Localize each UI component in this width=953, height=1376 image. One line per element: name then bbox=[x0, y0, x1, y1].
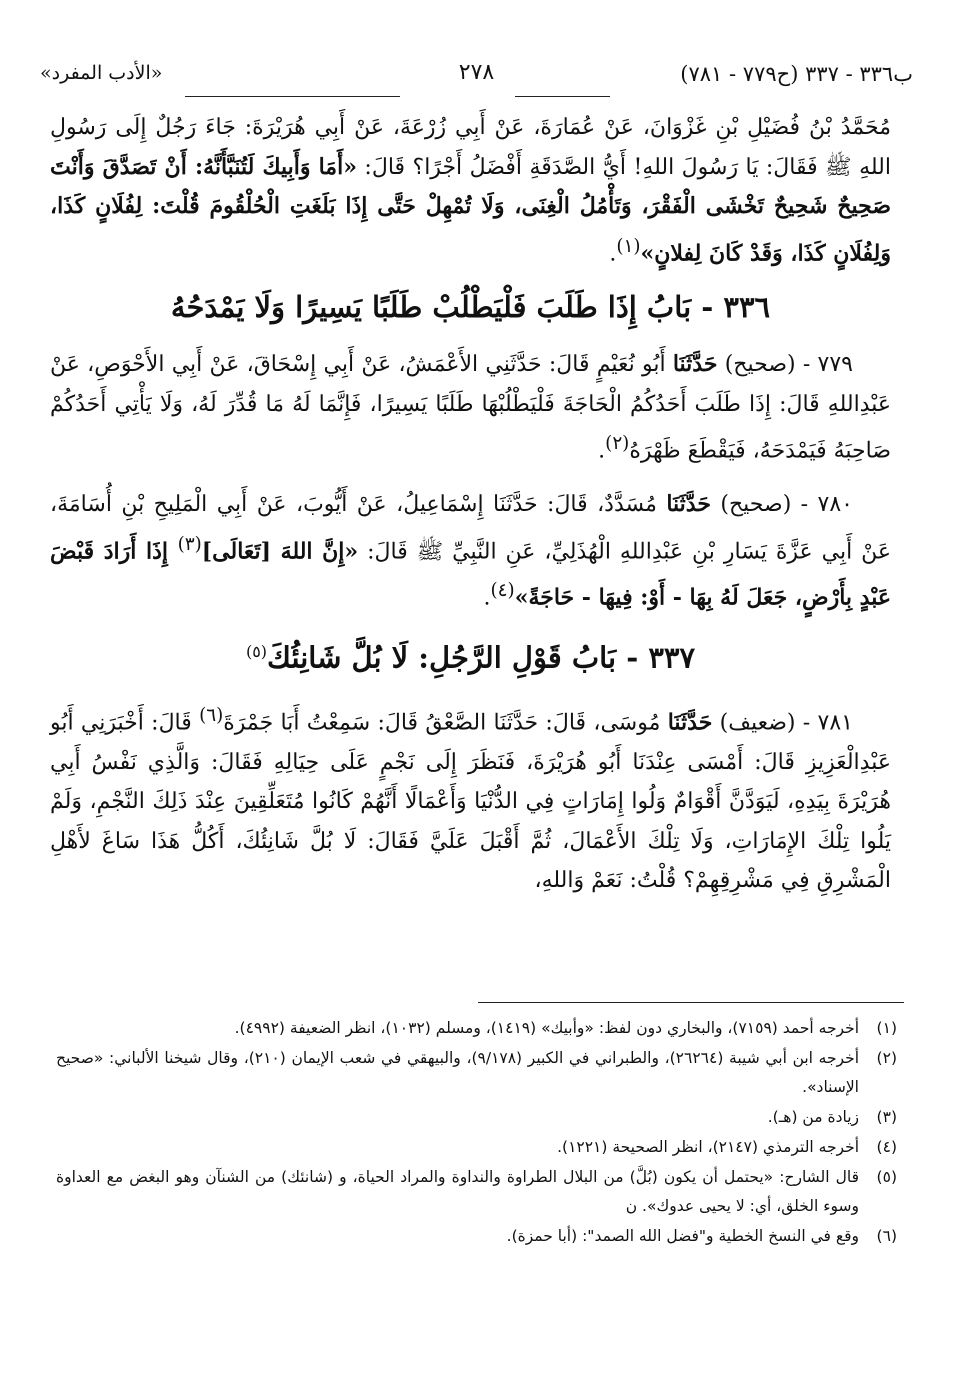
intro-hadith-text: «أَمَا وَأَبِيكَ لَتُنَبَّأَنَّهُ: أَنْ تَصَدَّقَ وَأَنْتَ صَحِيحٌ شَحِيحٌ تَخْشَى الْفَقْرَ، وَتَأْمُلُ الْغِنَى، وَلَا تُمْهِلْ حَتَّى إِذَا بَلَغَتِ الْحُلْقُومَ قُلْتَ: لِفُلَانٍ كَذَا، وَلِفُلَانٍ كَذَا، وَقَدْ كَانَ لِفلانٍ» bbox=[50, 153, 891, 266]
chapter-heading-337: ٣٣٧ - بَابُ قَوْلِ الرَّجُلِ: لَا بُلَّ شَانِئُكَ$^{(٥)}$ bbox=[245, 640, 696, 675]
footnote-text: أخرجه ابن أبي شيبة (٢٦٢٦٤)، والطبراني في الكبير (٩/١٧٨)، والبيهقي في شعب الإيمان (٢١٠)، وقال شيخنا الألباني: «صحيح الإسناد». bbox=[56, 1049, 859, 1096]
footnote-item bbox=[56, 1014, 897, 1043]
footnote-number: (٦) bbox=[876, 1227, 897, 1245]
header-rule-right bbox=[515, 96, 610, 97]
footnotes bbox=[56, 1014, 897, 1251]
footnote-ref-2: (٢) bbox=[605, 433, 630, 455]
chapter-heading-336: ٣٣٦ - بَابُ إِذَا طَلَبَ فَلْيَطْلُبْ طَلَبًا يَسِيرًا وَلَا يَمْدَحُهُ bbox=[170, 290, 771, 325]
footnote-ref-5: (٥) bbox=[245, 642, 268, 662]
footnote-separator bbox=[478, 1002, 904, 1003]
footnote-text: زيادة من (هـ). bbox=[767, 1108, 859, 1126]
hadith-780: ٧٨٠ - (صحيح) حَدَّثَنَا مُسَدَّدٌ، قَالَ: حَدَّثَنَا إِسْمَاعِيلُ، عَنْ أَيُّوبَ، عَنْ أَبِي الْمَلِيحِ بْنِ أُسَامَةَ، عَنْ أَبِي عَزَّةَ يَسَارِ بْنِ عَبْدِاللهِ الْهُذَلِيِّ، عَنِ النَّبِيِّ ﷺ قَالَ: «إِنَّ اللهَ [تَعَالَى]$^{(٣)}$ إِذَا أَرَادَ قَبْضَ عَبْدٍ بِأَرْضٍ، جَعَلَ لَهُ بِهَا - أَوْ: فِيهَا - حَاجَةً»$^{(٤)}$. bbox=[50, 491, 891, 611]
hadith-779: ٧٧٩ - (صحيح) حَدَّثَنَا أَبُو نُعَيْمٍ قَالَ: حَدَّثَنِي الأَعْمَشُ، عَنْ أَبِي إِسْحَاقَ، عَنْ أَبِي الأَحْوَصِ، عَنْ عَبْدِاللهِ قَالَ: إِذَا طَلَبَ أَحَدُكُمُ الْحَاجَةَ فَلْيَطْلُبْهَا طَلَبًا يَسِيرًا، فَإِنَّمَا لَهُ مَا قُدِّرَ لَهُ، وَلَا يَأْتِي أَحَدُكُمْ صَاحِبَهُ فَيَمْدَحَهُ، فَيَقْطَعَ ظَهْرَهُ$^{(٢)}$. bbox=[50, 351, 891, 464]
footnote-ref-4: (٤) bbox=[490, 580, 515, 602]
page-range: ب٣٣٦ - ٣٣٧ (ح٧٧٩ - ٧٨١) bbox=[680, 62, 913, 86]
footnote-number: (٥) bbox=[876, 1168, 897, 1186]
book-title: «الأدب المفرد» bbox=[40, 62, 163, 84]
footnote-text: قال الشارح: «يحتمل أن يكون (بُلَّ) من البلال الطراوة والنداوة والمراد الحياة، و (شانئك) من الشنآن وهو البغض مع العداوة وسوء الخلق، أي: لا يحيى عدوك». ن bbox=[56, 1168, 859, 1215]
footnote-text: وقع في النسخ الخطية و"فضل الله الصمد": (أبا حمزة). bbox=[506, 1227, 859, 1245]
page-header bbox=[40, 60, 913, 100]
footnote-text: أخرجه أحمد (٧١٥٩)، والبخاري دون لفظ: «وأبيك» (١٤١٩)، ومسلم (١٠٣٢)، انظر الضعيفة (٤٩٩٢). bbox=[234, 1019, 859, 1037]
intro-paragraph: مُحَمَّدُ بْنُ فُضَيْلِ بْنِ غَزْوَانَ، عَنْ عُمَارَةَ، عَنْ أَبِي زُرْعَةَ، عَنْ أَبِي هُرَيْرَةَ: جَاءَ رَجُلٌ إِلَى رَسُولِ اللهِ ﷺ فَقَالَ: يَا رَسُولَ اللهِ! أَيُّ الصَّدَقَةِ أَفْضَلُ أَجْرًا؟ قَالَ: «أَمَا وَأَبِيكَ لَتُنَبَّأَنَّهُ: أَنْ تَصَدَّقَ وَأَنْتَ صَحِيحٌ شَحِيحٌ تَخْشَى الْفَقْرَ، وَتَأْمُلُ الْغِنَى، وَلَا تُمْهِلْ حَتَّى إِذَا بَلَغَتِ الْحُلْقُومَ قُلْتَ: لِفُلَانٍ كَذَا، وَلِفُلَانٍ كَذَا، وَقَدْ كَانَ لِفلانٍ»$^{(١)}$. bbox=[50, 115, 891, 266]
footnote-item bbox=[56, 1044, 897, 1102]
footnote-number: (٤) bbox=[876, 1138, 897, 1156]
page-body bbox=[50, 108, 891, 901]
footnote-number: (٣) bbox=[876, 1108, 897, 1126]
hadith-781: ٧٨١ - (ضعيف) حَدَّثَنَا مُوسَى، قَالَ: حَدَّثَنَا الصَّعْقُ قَالَ: سَمِعْتُ أَبَا جَمْرَةَ$^{(٦)}$ قَالَ: أَخْبَرَنِي أَبُو عَبْدِالْعَزِيزِ قَالَ: أَمْسَى عِنْدَنَا أَبُو هُرَيْرَةَ، فَنَظَرَ إِلَى نَجْمٍ عَلَى حِيَالِهِ فَقَالَ: وَالَّذِي نَفْسُ أَبِي هُرَيْرَةَ بِيَدِهِ، لَيَوَدَّنَّ أَقْوَامٌ وَلُوا إِمَارَاتٍ فِي الدُّنْيَا وَأَعْمَالًا أَنَّهُمْ كَانُوا مُتَعَلِّقِينَ عِنْدَ ذَلِكَ النَّجْمِ، وَلَمْ يَلُوا تِلْكَ الإِمَارَاتِ، وَلَا تِلْكَ الأَعْمَالَ، ثُمَّ أَقْبَلَ عَلَيَّ فَقَالَ: لَا بُلَّ شَانِئُكَ، أَكُلُّ هَذَا سَاغَ لأَهْلِ الْمَشْرِقِ فِي مَشْرِقِهِمْ؟ قُلْتُ: نَعَمْ وَاللهِ، bbox=[50, 704, 891, 894]
footnote-item bbox=[56, 1103, 897, 1132]
footnote-ref-1: (١) bbox=[616, 235, 641, 257]
footnote-item bbox=[56, 1163, 897, 1221]
footnote-ref-6: (٦) bbox=[199, 704, 224, 726]
footnote-number: (٢) bbox=[876, 1049, 897, 1067]
footnote-item bbox=[56, 1133, 897, 1162]
footnote-item bbox=[56, 1222, 897, 1251]
header-rule-left bbox=[185, 96, 400, 97]
footnote-ref-3: (٣) bbox=[177, 533, 202, 555]
page-number: ٢٧٨ bbox=[458, 60, 495, 85]
footnote-text: أخرجه الترمذي (٢١٤٧)، انظر الصحيحة (١٢٢١). bbox=[557, 1138, 859, 1156]
footnote-number: (١) bbox=[876, 1019, 897, 1037]
